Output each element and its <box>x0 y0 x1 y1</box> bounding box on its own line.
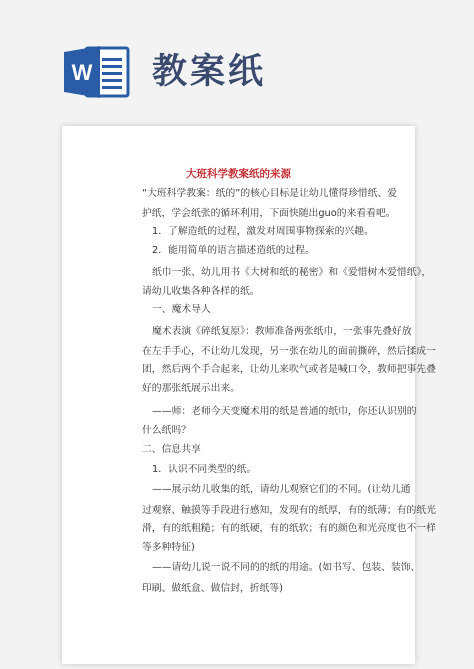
header-banner <box>0 0 474 115</box>
paragraph-line: ——请幼儿说一说不同的的纸的用途。(如书写、包装、装饰、 <box>152 562 421 573</box>
paragraph-line: 1．了解造纸的过程，激发对周围事物探索的兴趣。 <box>152 226 374 237</box>
document-title: 大班科学教案纸的来源 <box>186 168 291 180</box>
paragraph-line: 纸巾一张、幼儿用书《大树和纸的秘密》和《爱惜树木爱惜纸》， <box>152 267 432 278</box>
paragraph-line: 滑，有的纸粗糙；有的纸硬，有的纸软；有的颜色和光亮度也不一样 <box>142 523 436 534</box>
paragraph-line: “大班科学教案：纸的”的核心目标是让幼儿懂得珍惜纸、爱 <box>142 188 398 199</box>
paragraph-line: 魔术表演《碎纸复原》：教师准备两张纸巾，一张事先叠好放 <box>152 326 412 337</box>
paragraph-line: 过观察、触摸等手段进行感知，发现有的纸厚，有的纸薄；有的纸光 <box>142 505 436 516</box>
paragraph-line: 团，然后两个手合起来，让幼儿来吹气或者是喊口令，教师把事先叠 <box>142 364 436 375</box>
paragraph-line: 在左手手心，不让幼儿发现，另一张在幼儿的面前撕碎，然后揉成一 <box>142 346 436 357</box>
paragraph-line: 请幼儿收集各种各样的纸。 <box>142 286 260 297</box>
paragraph-line: 好的那张纸展示出来。 <box>142 383 240 394</box>
word-document-icon <box>62 44 132 100</box>
section-heading: 一、魔术导人 <box>152 304 211 315</box>
paragraph-line: ——展示幼儿收集的纸，请幼儿观察它们的不同。(让幼儿通 <box>152 484 411 495</box>
document-page <box>62 126 436 664</box>
paragraph-line: 护纸，学会纸张的循环利用，下面快随出guo的来看看吧。 <box>142 208 396 219</box>
paragraph-line: 2．能用简单的语言描述造纸的过程。 <box>152 245 315 256</box>
paragraph-line: 1．认识不同类型的纸。 <box>152 464 257 475</box>
paragraph-line: ——师：老师今天变魔术用的纸是普通的纸巾，你还认识别的 <box>152 406 417 417</box>
banner-title: 教案纸 <box>152 52 267 92</box>
word-icon-letter: W <box>71 60 93 85</box>
paragraph-line: 等多种特征) <box>142 542 195 553</box>
section-heading: 二、信息共享 <box>142 444 201 455</box>
paragraph-line: 印刷、做纸盒、做信封，折纸等) <box>142 583 283 594</box>
paragraph-line: 什么纸吗？ <box>142 425 191 436</box>
